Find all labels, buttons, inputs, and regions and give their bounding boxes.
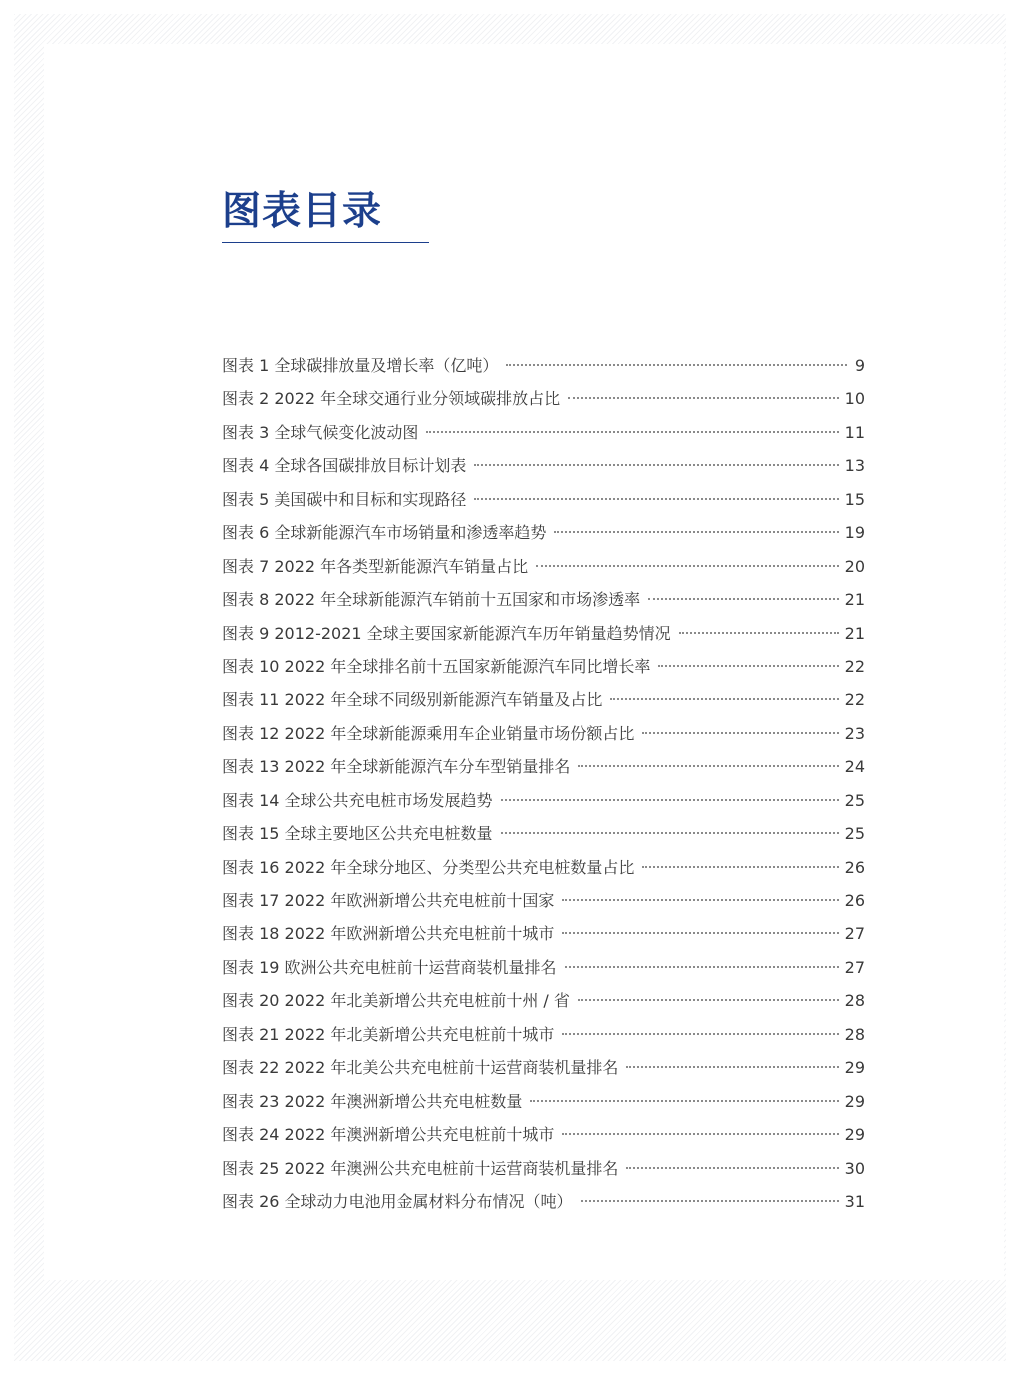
toc-entry-label: 图表 3 全球气候变化波动图: [222, 422, 419, 442]
figure-list: [222, 349, 865, 1218]
toc-dot-leader: [578, 765, 838, 767]
toc-entry-page-number: 9: [854, 356, 865, 375]
toc-entry[interactable]: [222, 617, 865, 650]
toc-entry-page-number: 23: [844, 723, 865, 743]
toc-entry-page-number: 28: [844, 991, 865, 1011]
toc-entry[interactable]: [222, 550, 865, 583]
toc-dot-leader: [626, 1066, 838, 1068]
toc-entry[interactable]: [222, 483, 865, 516]
toc-entry[interactable]: [222, 683, 865, 716]
toc-dot-leader: [562, 899, 838, 901]
toc-dot-leader: [562, 1133, 838, 1135]
toc-entry-label: 图表 10 2022 年全球排名前十五国家新能源汽车同比增长率: [222, 656, 651, 676]
toc-dot-leader: [536, 565, 838, 567]
toc-entry[interactable]: [222, 382, 865, 415]
toc-entry[interactable]: [222, 416, 865, 449]
toc-entry-label: 图表 15 全球主要地区公共充电桩数量: [222, 824, 493, 844]
toc-entry[interactable]: [222, 1118, 865, 1151]
toc-dot-leader: [565, 966, 839, 968]
toc-dot-leader: [506, 364, 847, 366]
toc-entry[interactable]: [222, 817, 865, 850]
toc-entry-label: 图表 26 全球动力电池用金属材料分布情况（吨）: [222, 1191, 573, 1211]
toc-dot-leader: [581, 1200, 839, 1202]
toc-entry-page-number: 29: [844, 1125, 865, 1145]
toc-dot-leader: [578, 999, 839, 1001]
toc-entry[interactable]: [222, 851, 865, 884]
toc-dot-leader: [648, 598, 838, 600]
toc-dot-leader: [658, 665, 838, 667]
toc-dot-leader: [474, 464, 838, 466]
toc-entry-label: 图表 16 2022 年全球分地区、分类型公共充电桩数量占比: [222, 857, 635, 877]
toc-entry-label: 图表 22 2022 年北美公共充电桩前十运营商装机量排名: [222, 1058, 619, 1078]
toc-entry-page-number: 31: [844, 1191, 865, 1211]
toc-dot-leader: [642, 732, 838, 734]
toc-entry-label: 图表 20 2022 年北美新增公共充电桩前十州 / 省: [222, 991, 570, 1011]
toc-entry-page-number: 21: [844, 623, 865, 643]
toc-entry[interactable]: [222, 1018, 865, 1051]
toc-entry[interactable]: [222, 917, 865, 950]
toc-entry-page-number: 29: [844, 1058, 865, 1078]
toc-entry-label: 图表 21 2022 年北美新增公共充电桩前十城市: [222, 1024, 555, 1044]
toc-entry[interactable]: [222, 1051, 865, 1084]
toc-entry-label: 图表 11 2022 年全球不同级别新能源汽车销量及占比: [222, 690, 603, 710]
toc-entry[interactable]: [222, 449, 865, 482]
toc-entry-page-number: 10: [844, 389, 865, 409]
toc-dot-leader: [642, 866, 838, 868]
toc-entry-label: 图表 18 2022 年欧洲新增公共充电桩前十城市: [222, 924, 555, 944]
toc-entry-page-number: 13: [844, 456, 865, 476]
toc-dot-leader: [426, 431, 838, 433]
toc-entry-page-number: 20: [844, 556, 865, 576]
toc-entry-label: 图表 23 2022 年澳洲新增公共充电桩数量: [222, 1091, 523, 1111]
toc-entry-page-number: 25: [844, 790, 865, 810]
toc-entry[interactable]: [222, 1085, 865, 1118]
toc-dot-leader: [568, 397, 838, 399]
toc-entry-page-number: 26: [844, 891, 865, 910]
toc-entry-page-number: 28: [844, 1024, 865, 1044]
toc-entry-page-number: 27: [844, 924, 865, 944]
toc-entry-label: 图表 25 2022 年澳洲公共充电桩前十运营商装机量排名: [222, 1158, 619, 1178]
title-block: [222, 188, 429, 243]
toc-entry-page-number: 22: [844, 656, 865, 676]
toc-entry-label: 图表 6 全球新能源汽车市场销量和渗透率趋势: [222, 523, 547, 543]
toc-entry-page-number: 30: [844, 1158, 865, 1178]
toc-entry-page-number: 24: [844, 757, 865, 777]
toc-entry[interactable]: [222, 784, 865, 817]
toc-entry-label: 图表 5 美国碳中和目标和实现路径: [222, 489, 467, 509]
page-title: 图表目录: [222, 189, 383, 234]
toc-entry-page-number: 21: [844, 590, 865, 610]
toc-dot-leader: [554, 531, 838, 533]
toc-dot-leader: [501, 832, 839, 834]
toc-entry[interactable]: [222, 583, 865, 616]
toc-entry[interactable]: [222, 349, 865, 382]
title-underline: [222, 242, 429, 243]
toc-entry-label: 图表 14 全球公共充电桩市场发展趋势: [222, 790, 493, 810]
toc-entry-label: 图表 17 2022 年欧洲新增公共充电桩前十国家: [222, 891, 555, 910]
toc-entry-label: 图表 1 全球碳排放量及增长率（亿吨）: [222, 356, 499, 375]
toc-entry-label: 图表 2 2022 年全球交通行业分领域碳排放占比: [222, 389, 561, 409]
toc-entry-page-number: 27: [844, 957, 865, 977]
toc-entry-page-number: 11: [844, 422, 865, 442]
toc-dot-leader: [679, 632, 839, 634]
toc-entry-page-number: 19: [844, 523, 865, 543]
toc-entry[interactable]: [222, 1152, 865, 1185]
toc-entry-page-number: 29: [844, 1091, 865, 1111]
toc-entry-page-number: 25: [844, 824, 865, 844]
toc-entry[interactable]: [222, 984, 865, 1017]
toc-dot-leader: [562, 1033, 838, 1035]
toc-entry-page-number: 26: [844, 857, 865, 877]
toc-entry[interactable]: [222, 750, 865, 783]
toc-entry-label: 图表 13 2022 年全球新能源汽车分车型销量排名: [222, 757, 571, 777]
toc-dot-leader: [610, 698, 838, 700]
toc-entry[interactable]: [222, 884, 865, 917]
toc-entry[interactable]: [222, 650, 865, 683]
toc-dot-leader: [530, 1100, 838, 1102]
toc-entry-label: 图表 4 全球各国碳排放目标计划表: [222, 456, 467, 476]
toc-entry[interactable]: [222, 951, 865, 984]
toc-dot-leader: [626, 1167, 838, 1169]
toc-entry[interactable]: [222, 516, 865, 549]
toc-entry-page-number: 22: [844, 690, 865, 710]
toc-entry-label: 图表 19 欧洲公共充电桩前十运营商装机量排名: [222, 957, 557, 977]
toc-dot-leader: [562, 932, 838, 934]
toc-dot-leader: [501, 799, 839, 801]
toc-dot-leader: [474, 498, 838, 500]
toc-entry[interactable]: [222, 1185, 865, 1218]
toc-entry-label: 图表 12 2022 年全球新能源乘用车企业销量市场份额占比: [222, 723, 635, 743]
toc-entry-page-number: 15: [844, 489, 865, 509]
toc-entry-label: 图表 24 2022 年澳洲新增公共充电桩前十城市: [222, 1125, 555, 1145]
toc-entry-label: 图表 8 2022 年全球新能源汽车销前十五国家和市场渗透率: [222, 590, 641, 610]
toc-entry-label: 图表 7 2022 年各类型新能源汽车销量占比: [222, 556, 529, 576]
toc-entry[interactable]: [222, 717, 865, 750]
toc-entry-label: 图表 9 2012-2021 全球主要国家新能源汽车历年销量趋势情况: [222, 623, 671, 643]
